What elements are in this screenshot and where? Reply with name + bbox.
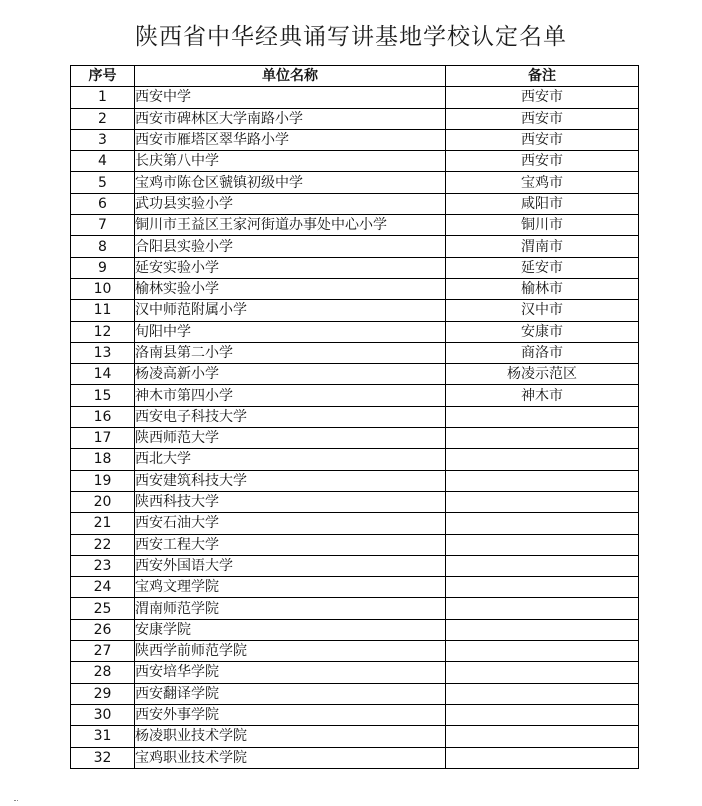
cell-note: [446, 598, 639, 619]
table-body: [71, 87, 639, 769]
cell-note: 渭南市: [446, 236, 639, 257]
table-row: [71, 513, 639, 534]
cell-no: 31: [71, 726, 135, 747]
cell-school-name: 洛南县第二小学: [135, 342, 446, 363]
cell-no: 10: [71, 278, 135, 299]
cell-note: [446, 747, 639, 768]
table-header-row: [71, 66, 639, 87]
table-row: [71, 726, 639, 747]
cell-no: 29: [71, 683, 135, 704]
cell-school-name: 西安工程大学: [135, 534, 446, 555]
cell-note: [446, 704, 639, 725]
cell-no: 27: [71, 641, 135, 662]
cell-no: 28: [71, 662, 135, 683]
cell-school-name: 长庆第八中学: [135, 151, 446, 172]
cell-note: [446, 577, 639, 598]
cell-no: 17: [71, 428, 135, 449]
cell-note: [446, 534, 639, 555]
table-row: [71, 342, 639, 363]
table-row: [71, 172, 639, 193]
cell-no: 11: [71, 300, 135, 321]
cell-school-name: 陕西师范大学: [135, 428, 446, 449]
cell-school-name: 榆林实验小学: [135, 278, 446, 299]
cell-note: 商洛市: [446, 342, 639, 363]
cell-note: [446, 470, 639, 491]
cell-school-name: 安康学院: [135, 619, 446, 640]
cell-school-name: 合阳县实验小学: [135, 236, 446, 257]
cell-no: 32: [71, 747, 135, 768]
table-row: [71, 704, 639, 725]
cell-no: 2: [71, 108, 135, 129]
table-row: [71, 193, 639, 214]
table-row: [71, 428, 639, 449]
cell-note: [446, 428, 639, 449]
cell-school-name: 西安外国语大学: [135, 555, 446, 576]
cell-note: [446, 641, 639, 662]
cell-note: [446, 491, 639, 512]
table-row: [71, 406, 639, 427]
cell-school-name: 西安石油大学: [135, 513, 446, 534]
table-row: [71, 449, 639, 470]
cell-school-name: 陕西科技大学: [135, 491, 446, 512]
cell-school-name: 汉中师范附属小学: [135, 300, 446, 321]
cell-note: 延安市: [446, 257, 639, 278]
cell-school-name: 西安建筑科技大学: [135, 470, 446, 491]
table-row: [71, 151, 639, 172]
cell-no: 5: [71, 172, 135, 193]
cell-school-name: 渭南师范学院: [135, 598, 446, 619]
cell-note: 汉中市: [446, 300, 639, 321]
cell-note: 咸阳市: [446, 193, 639, 214]
table-row: [71, 470, 639, 491]
cell-no: 3: [71, 129, 135, 150]
cell-note: 西安市: [446, 108, 639, 129]
cell-school-name: 西安市雁塔区翠华路小学: [135, 129, 446, 150]
table-row: [71, 598, 639, 619]
table-row: [71, 662, 639, 683]
cell-note: [446, 449, 639, 470]
cell-no: 20: [71, 491, 135, 512]
cell-school-name: 神木市第四小学: [135, 385, 446, 406]
table-row: [71, 747, 639, 768]
cell-no: 18: [71, 449, 135, 470]
cell-note: 神木市: [446, 385, 639, 406]
cell-school-name: 西安中学: [135, 87, 446, 108]
cell-no: 6: [71, 193, 135, 214]
cell-note: [446, 726, 639, 747]
cell-note: 榆林市: [446, 278, 639, 299]
cell-school-name: 铜川市王益区王家河街道办事处中心小学: [135, 215, 446, 236]
cell-note: 西安市: [446, 151, 639, 172]
cell-note: 宝鸡市: [446, 172, 639, 193]
table-row: [71, 257, 639, 278]
cell-note: [446, 683, 639, 704]
table-row: [71, 491, 639, 512]
cell-no: 13: [71, 342, 135, 363]
cell-note: [446, 513, 639, 534]
cell-no: 8: [71, 236, 135, 257]
cell-school-name: 西安市碑林区大学南路小学: [135, 108, 446, 129]
cell-no: 7: [71, 215, 135, 236]
cell-school-name: 杨凌高新小学: [135, 364, 446, 385]
page-edge-mark: [14, 800, 18, 803]
school-list-table: [70, 65, 639, 769]
cell-school-name: 武功县实验小学: [135, 193, 446, 214]
header-name: 单位名称: [135, 66, 446, 87]
cell-no: 9: [71, 257, 135, 278]
table-row: [71, 300, 639, 321]
cell-note: 西安市: [446, 87, 639, 108]
cell-note: 杨凌示范区: [446, 364, 639, 385]
cell-no: 23: [71, 555, 135, 576]
header-no: 序号: [71, 66, 135, 87]
cell-no: 4: [71, 151, 135, 172]
cell-school-name: 宝鸡文理学院: [135, 577, 446, 598]
table-row: [71, 236, 639, 257]
table-row: [71, 87, 639, 108]
cell-school-name: 延安实验小学: [135, 257, 446, 278]
cell-school-name: 宝鸡职业技术学院: [135, 747, 446, 768]
table-row: [71, 215, 639, 236]
table-row: [71, 555, 639, 576]
cell-no: 12: [71, 321, 135, 342]
cell-no: 21: [71, 513, 135, 534]
cell-no: 16: [71, 406, 135, 427]
cell-school-name: 陕西学前师范学院: [135, 641, 446, 662]
cell-school-name: 西安外事学院: [135, 704, 446, 725]
table-row: [71, 619, 639, 640]
cell-no: 14: [71, 364, 135, 385]
cell-school-name: 旬阳中学: [135, 321, 446, 342]
cell-note: [446, 406, 639, 427]
cell-school-name: 西安电子科技大学: [135, 406, 446, 427]
cell-note: 铜川市: [446, 215, 639, 236]
cell-no: 26: [71, 619, 135, 640]
cell-school-name: 宝鸡市陈仓区虢镇初级中学: [135, 172, 446, 193]
table-row: [71, 278, 639, 299]
cell-no: 19: [71, 470, 135, 491]
cell-note: 安康市: [446, 321, 639, 342]
table-row: [71, 385, 639, 406]
cell-school-name: 西安培华学院: [135, 662, 446, 683]
cell-no: 25: [71, 598, 135, 619]
table-row: [71, 321, 639, 342]
cell-no: 30: [71, 704, 135, 725]
cell-note: 西安市: [446, 129, 639, 150]
table-row: [71, 108, 639, 129]
cell-no: 22: [71, 534, 135, 555]
cell-school-name: 杨凌职业技术学院: [135, 726, 446, 747]
cell-note: [446, 619, 639, 640]
header-note: 备注: [446, 66, 639, 87]
cell-school-name: 西北大学: [135, 449, 446, 470]
page-title: 陕西省中华经典诵写讲基地学校认定名单: [135, 24, 567, 50]
table-row: [71, 364, 639, 385]
cell-note: [446, 555, 639, 576]
cell-no: 24: [71, 577, 135, 598]
table-row: [71, 534, 639, 555]
cell-note: [446, 662, 639, 683]
cell-school-name: 西安翻译学院: [135, 683, 446, 704]
cell-no: 15: [71, 385, 135, 406]
table-row: [71, 641, 639, 662]
table-row: [71, 683, 639, 704]
cell-no: 1: [71, 87, 135, 108]
table-row: [71, 577, 639, 598]
table-row: [71, 129, 639, 150]
